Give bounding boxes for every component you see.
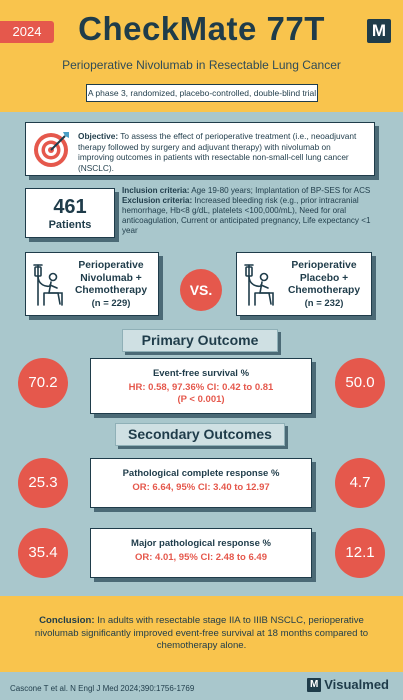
conclusion-label: Conclusion: bbox=[39, 615, 95, 626]
arm-right-line1: Perioperative bbox=[291, 260, 357, 271]
pcr-odds-ratio: OR: 6.64, 95% CI: 3.40 to 12.97 bbox=[132, 482, 270, 493]
exclusion-text: Increased bleeding risk (e.g., prior intracranial hemorrhage, Hb<8 g/dL, platelets <100,000/mL), Need for oral anticoagulation, Current or anticipated pregnancy, Life expectancy <1 year bbox=[122, 196, 371, 235]
efs-nivolumab-value: 70.2 bbox=[18, 358, 68, 408]
mpr-placebo-value: 12.1 bbox=[335, 528, 385, 578]
efs-p-value: (P < 0.001) bbox=[177, 394, 225, 405]
efs-title: Event-free survival % bbox=[152, 368, 250, 379]
pcr-title: Pathological complete response % bbox=[122, 468, 280, 479]
visualmed-brand-text: Visualmed bbox=[324, 677, 389, 692]
conclusion-banner bbox=[0, 596, 403, 672]
page-subtitle: Perioperative Nivolumab in Resectable Lung Cancer bbox=[62, 58, 341, 72]
year-badge: 2024 bbox=[0, 21, 54, 43]
efs-hazard-ratio: HR: 0.58, 97.36% CI: 0.42 to 0.81 bbox=[128, 382, 274, 393]
patient-count: 461 bbox=[53, 196, 87, 218]
iv-infusion-patient-icon bbox=[243, 261, 277, 307]
patients-panel bbox=[25, 188, 115, 238]
objective-text bbox=[78, 131, 368, 173]
primary-outcome-heading: Primary Outcome bbox=[122, 329, 278, 352]
inclusion-label: Inclusion criteria: bbox=[122, 186, 190, 195]
visualmed-brand bbox=[307, 677, 389, 692]
exclusion-label: Exclusion criteria: bbox=[122, 196, 193, 205]
objective-label: Objective: bbox=[78, 131, 119, 141]
arm-left-line2: Nivolumab + bbox=[80, 272, 142, 284]
visualmed-logo-icon: M bbox=[367, 19, 391, 43]
arm-right-n: (n = 232) bbox=[304, 297, 344, 309]
efs-outcome-box bbox=[90, 358, 312, 414]
mpr-odds-ratio: OR: 4.01, 95% CI: 2.48 to 6.49 bbox=[134, 552, 267, 563]
mpr-outcome-box bbox=[90, 528, 312, 578]
mpr-title: Major pathological response % bbox=[131, 538, 271, 549]
inclusion-text: Age 19-80 years; Implantation of BP-SES for ACS bbox=[189, 186, 371, 195]
arm-left-line3: Chemotherapy bbox=[74, 285, 148, 296]
mpr-nivolumab-value: 35.4 bbox=[18, 528, 68, 578]
eligibility-criteria bbox=[122, 186, 382, 236]
conclusion-text bbox=[18, 615, 385, 653]
nivolumab-arm-label bbox=[68, 260, 154, 310]
secondary-outcomes-heading: Secondary Outcomes bbox=[115, 423, 285, 446]
arm-left-line1: Perioperative bbox=[78, 260, 144, 271]
placebo-arm-panel bbox=[236, 252, 372, 316]
arm-right-line3: Chemotherapy bbox=[287, 285, 361, 296]
trial-design-label: A phase 3, randomized, placebo-controlled, double-blind trial bbox=[86, 84, 318, 102]
citation: Cascone T et al. N Engl J Med 2024;390:1756-1769 bbox=[10, 684, 195, 693]
page-title: CheckMate 77T bbox=[78, 10, 325, 47]
conclusion-body: In adults with resectable stage IIA to IIIB NSCLC, perioperative nivolumab significantly improved event-free survival at 18 months compared to chemotherapy alone. bbox=[34, 615, 369, 651]
patient-label: Patients bbox=[48, 219, 92, 231]
pcr-outcome-box bbox=[90, 458, 312, 508]
visualmed-brand-icon: M bbox=[307, 678, 321, 692]
placebo-arm-label bbox=[281, 260, 367, 310]
nivolumab-arm-panel bbox=[25, 252, 159, 316]
pcr-placebo-value: 4.7 bbox=[335, 458, 385, 508]
header-banner bbox=[0, 0, 403, 112]
arm-right-line2: Placebo + bbox=[299, 272, 349, 284]
iv-infusion-patient-icon bbox=[32, 261, 66, 307]
objective-panel bbox=[25, 122, 375, 176]
arm-left-n: (n = 229) bbox=[91, 297, 131, 309]
objective-body: To assess the effect of perioperative treatment (i.e., neoadjuvant therapy followed by surgery and adjuvant therapy) with nivolumab on improving outcomes in patients with resectable non-small-cell lung cancer (NSCLC). bbox=[78, 131, 357, 173]
pcr-nivolumab-value: 25.3 bbox=[18, 458, 68, 508]
efs-placebo-value: 50.0 bbox=[335, 358, 385, 408]
target-icon bbox=[32, 129, 72, 169]
versus-badge: VS. bbox=[180, 269, 222, 311]
